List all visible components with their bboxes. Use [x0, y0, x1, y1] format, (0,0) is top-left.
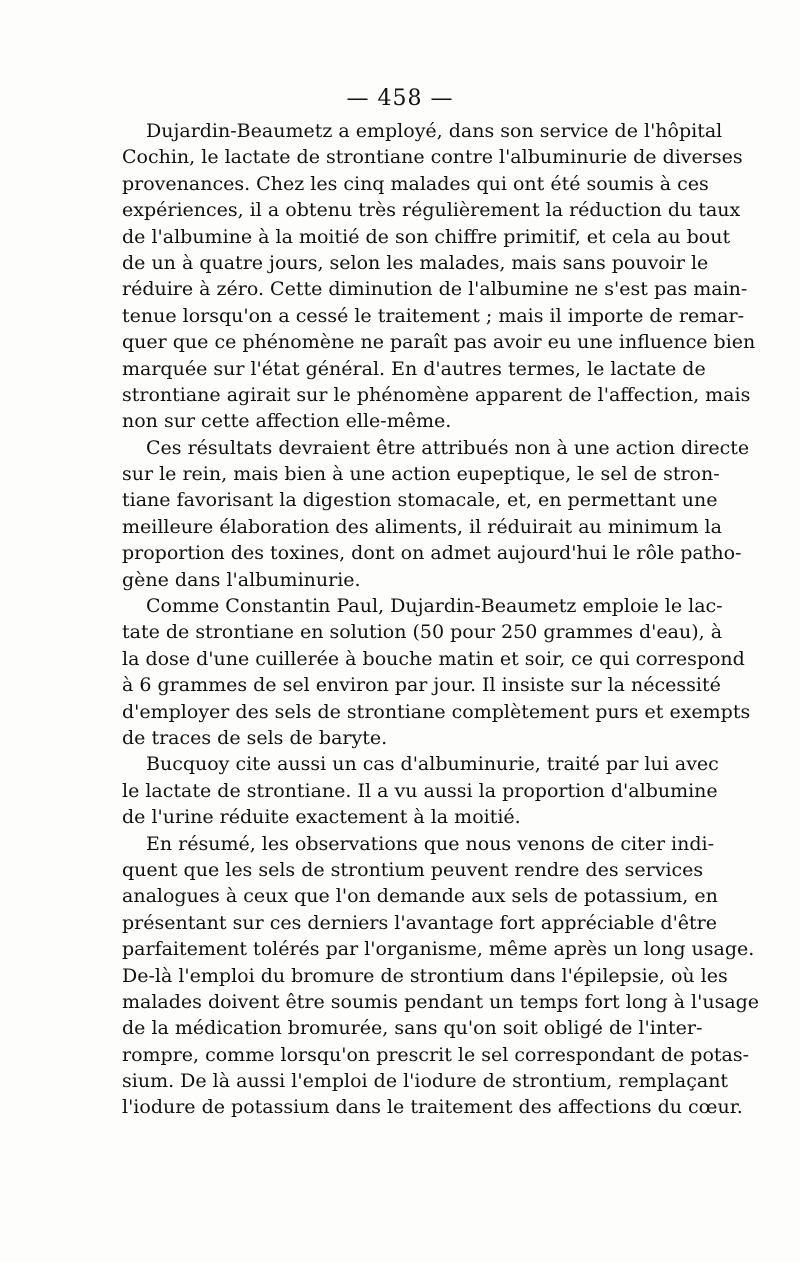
text-line: malades doivent être soumis pendant un temps fort long à l'usage — [122, 990, 760, 1013]
text-line: Ces résultats devraient être attribués non à une action directe — [146, 436, 750, 459]
text-line: En résumé, les observations que nous venons de citer indi- — [146, 832, 715, 855]
text-line: Comme Constantin Paul, Dujardin-Beaumetz emploie le lac- — [146, 595, 723, 618]
text-line: sium. De là aussi l'emploi de l'iodure de strontium, remplaçant — [122, 1070, 729, 1093]
text-line: d'employer des sels de strontiane complètement purs et exempts — [122, 700, 751, 723]
page-number: — 458 — — [346, 86, 454, 111]
text-line: De-là l'emploi du bromure de strontium dans l'épilepsie, où les — [122, 964, 728, 987]
text-line: de l'urine réduite exactement à la moitié. — [122, 806, 521, 829]
text-line: analogues à ceux que l'on demande aux sels de potassium, en — [122, 885, 718, 908]
text-line: strontiane agirait sur le phénomène apparent de l'affection, mais — [122, 383, 751, 406]
text-line: gène dans l'albuminurie. — [122, 568, 361, 591]
text-line: l'iodure de potassium dans le traitement des affections du cœur. — [122, 1096, 743, 1119]
text-line: Cochin, le lactate de strontiane contre l'albuminurie de diverses — [122, 146, 743, 169]
text-line: expériences, il a obtenu très régulièrement la réduction du taux — [122, 199, 741, 222]
text-line: le lactate de strontiane. Il a vu aussi la proportion d'albumine — [122, 779, 718, 802]
text-line: tenue lorsqu'on a cessé le traitement ; mais il importe de remar- — [122, 304, 745, 327]
text-line: proportion des toxines, dont on admet aujourd'hui le rôle patho- — [122, 542, 742, 565]
text-line: rompre, comme lorsqu'on prescrit le sel correspondant de potas- — [122, 1043, 750, 1066]
text-line: tiane favorisant la digestion stomacale, et, en permettant une — [122, 489, 718, 512]
text-line: Dujardin-Beaumetz a employé, dans son service de l'hôpital — [146, 120, 723, 142]
text-line: de l'albumine à la moitié de son chiffre primitif, et cela au bout — [122, 225, 731, 248]
text-line: marquée sur l'état général. En d'autres termes, le lactate de — [122, 357, 706, 380]
text-line: de la médication bromurée, sans qu'on soit obligé de l'inter- — [122, 1017, 703, 1040]
text-line: meilleure élaboration des aliments, il réduirait au minimum la — [122, 515, 722, 538]
text-line: de traces de sels de baryte. — [122, 726, 388, 749]
text-line: Bucquoy cite aussi un cas d'albuminurie, traité par lui avec — [146, 753, 719, 776]
text-line: réduire à zéro. Cette diminution de l'albumine ne s'est pas main- — [122, 278, 748, 301]
text-line: provenances. Chez les cinq malades qui ont été soumis à ces — [122, 172, 709, 195]
text-line: non sur cette affection elle-même. — [122, 410, 452, 433]
text-line: quent que les sels de strontium peuvent rendre des services — [122, 858, 704, 881]
text-line: de un à quatre jours, selon les malades, mais sans pouvoir le — [122, 251, 709, 274]
text-line: présentant sur ces derniers l'avantage fort appréciable d'être — [122, 911, 718, 934]
body-text — [122, 118, 760, 1121]
text-line: à 6 grammes de sel environ par jour. Il insiste sur la nécessité — [122, 674, 721, 697]
text-line: la dose d'une cuillerée à bouche matin et soir, ce qui correspond — [122, 647, 745, 670]
text-line: sur le rein, mais bien à une action eupeptique, le sel de stron- — [122, 463, 720, 486]
text-line: tate de strontiane en solution (50 pour 250 grammes d'eau), à — [122, 621, 723, 644]
text-line: quer que ce phénomène ne paraît pas avoir eu une influence bien — [122, 331, 756, 354]
text-line: parfaitement tolérés par l'organisme, même après un long usage. — [122, 938, 755, 961]
